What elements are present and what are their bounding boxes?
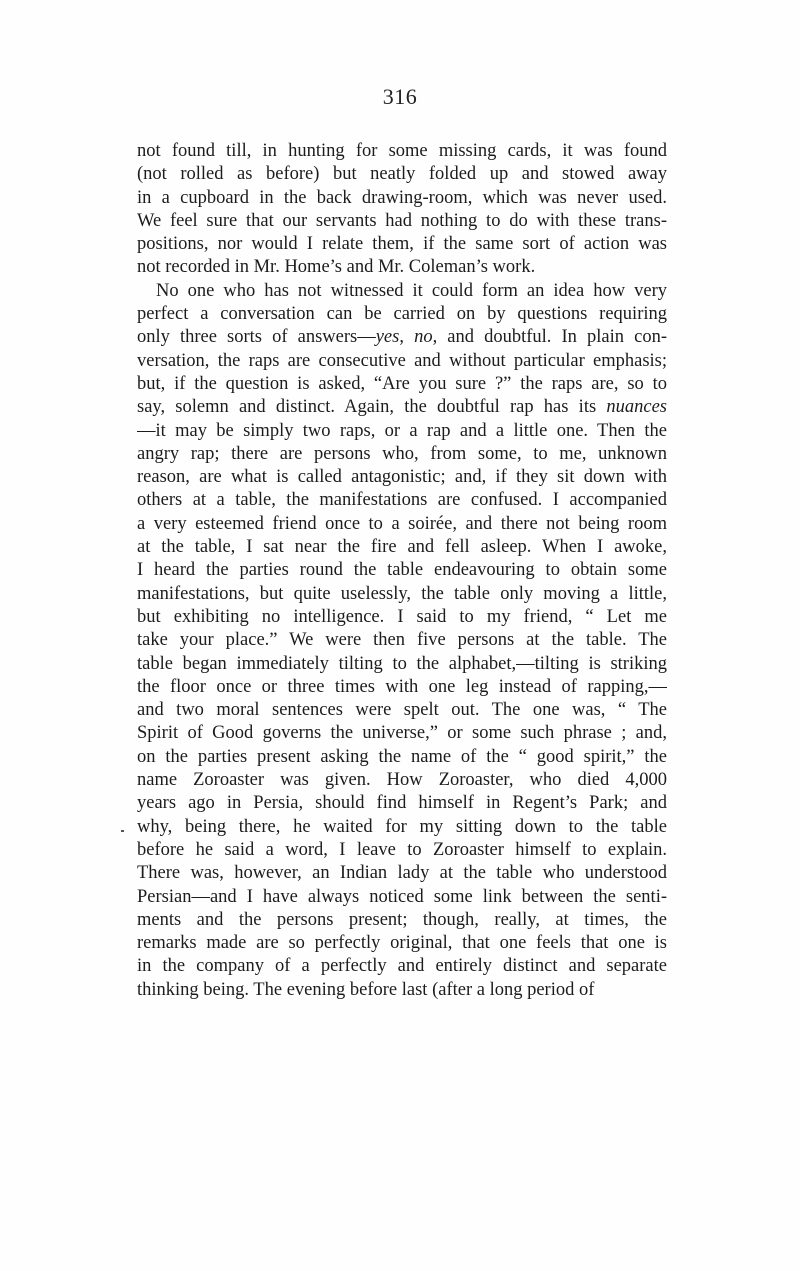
text-line — [137, 722, 667, 745]
text-line — [137, 862, 667, 885]
text-line — [137, 373, 667, 396]
text-line — [137, 606, 667, 629]
italic-text: no — [414, 327, 433, 348]
text-line — [137, 653, 667, 676]
text-segment: in a cupboard in the back drawing-room, which was never used. — [137, 187, 667, 208]
text-segment: the floor once or three times with one leg instead of rapping,— — [137, 676, 667, 697]
text-line — [137, 746, 667, 769]
text-line — [137, 326, 667, 349]
text-segment: not recorded in Mr. Home’s and Mr. Coleman’s work. — [137, 257, 536, 278]
text-segment: No one who has not witnessed it could form an idea how very — [156, 280, 667, 301]
text-line — [137, 163, 667, 186]
text-segment: take your place.” We were then five persons at the table. The — [137, 630, 667, 651]
text-segment: at the table, I sat near the fire and fell asleep. When I awoke, — [137, 537, 667, 558]
text-line — [137, 513, 667, 536]
italic-text: yes — [375, 327, 400, 348]
text-segment: why, being there, he waited for my sitting down to the table — [137, 816, 667, 837]
text-segment: positions, nor would I relate them, if the same sort of action was — [137, 234, 667, 255]
text-line — [137, 769, 667, 792]
text-segment: name Zoroaster was given. How Zoroaster, who died 4,000 — [137, 770, 667, 791]
text-line — [137, 536, 667, 559]
text-segment: thinking being. The evening before last (after a long period of — [137, 979, 595, 1000]
page-number: 316 — [382, 84, 418, 109]
text-segment: but, if the question is asked, “Are you sure ?” the raps are, so to — [137, 373, 667, 394]
text-line — [137, 140, 667, 163]
text-line — [137, 909, 667, 932]
text-segment: , — [399, 327, 415, 348]
text-line — [137, 629, 667, 652]
text-segment: not found till, in hunting for some missing cards, it was found — [137, 141, 667, 161]
text-segment: reason, are what is called antagonistic; and, if they sit down with — [137, 467, 667, 488]
text-line — [137, 256, 667, 279]
text-line — [137, 187, 667, 210]
text-segment: versation, the raps are consecutive and without particular emphasis; — [137, 350, 667, 371]
text-segment: on the parties present asking the name of the “ good spirit,” the — [137, 746, 667, 767]
text-segment: a very esteemed friend once to a soirée, and there not being room — [137, 513, 667, 534]
body-text — [137, 140, 667, 1002]
text-line — [137, 839, 667, 862]
text-line — [137, 955, 667, 978]
text-line — [137, 792, 667, 815]
text-segment: remarks made are so perfectly original, that one feels that one is — [137, 933, 667, 954]
text-line — [137, 816, 667, 839]
text-segment: manifestations, but quite uselessly, the table only moving a little, — [137, 583, 667, 604]
text-segment: ments and the persons present; though, really, at times, the — [137, 909, 667, 930]
text-line — [137, 559, 667, 582]
text-segment: years ago in Persia, should find himself in Regent’s Park; and — [137, 793, 667, 814]
text-segment: but exhibiting no intelligence. I said to my friend, “ Let me — [137, 606, 667, 627]
text-line — [137, 699, 667, 722]
text-line — [137, 979, 667, 1002]
text-segment: , and doubtful. In plain con- — [432, 327, 667, 348]
stray-ink-mark — [121, 830, 124, 832]
text-line — [137, 932, 667, 955]
text-line — [137, 233, 667, 256]
text-segment: (not rolled as before) but neatly folded up and stowed away — [137, 164, 667, 185]
text-segment: I heard the parties round the table endeavouring to obtain some — [137, 560, 667, 581]
text-segment: —it may be simply two raps, or a rap and a little one. Then the — [137, 420, 667, 441]
text-line — [137, 489, 667, 512]
text-segment: Persian—and I have always noticed some link between the senti- — [137, 886, 667, 907]
text-segment: We feel sure that our servants had nothing to do with these trans- — [137, 210, 667, 231]
text-segment: and two moral sentences were spelt out. The one was, “ The — [137, 700, 667, 721]
text-segment: in the company of a perfectly and entirely distinct and separate — [137, 956, 667, 977]
text-segment: angry rap; there are persons who, from some, to me, unknown — [137, 443, 667, 464]
text-line — [137, 280, 667, 303]
italic-text: nuances — [606, 397, 667, 418]
text-segment: table began immediately tilting to the alphabet,—tilting is striking — [137, 653, 667, 674]
text-segment: say, solemn and distinct. Again, the doubtful rap has its — [137, 397, 607, 418]
text-line — [137, 676, 667, 699]
text-segment: others at a table, the manifestations are confused. I accompanied — [137, 490, 667, 511]
text-segment: Spirit of Good governs the universe,” or some such phrase ; and, — [137, 723, 667, 744]
text-line — [137, 583, 667, 606]
text-line — [137, 350, 667, 373]
text-line — [137, 210, 667, 233]
text-segment: only three sorts of answers— — [137, 327, 376, 348]
text-segment: perfect a conversation can be carried on by questions requiring — [137, 304, 667, 325]
text-segment: There was, however, an Indian lady at the table who understood — [137, 863, 667, 884]
text-line — [137, 886, 667, 909]
text-line — [137, 466, 667, 489]
text-segment: before he said a word, I leave to Zoroaster himself to explain. — [137, 839, 667, 860]
text-line — [137, 443, 667, 466]
text-line — [137, 420, 667, 443]
text-line — [137, 396, 667, 419]
text-line — [137, 303, 667, 326]
